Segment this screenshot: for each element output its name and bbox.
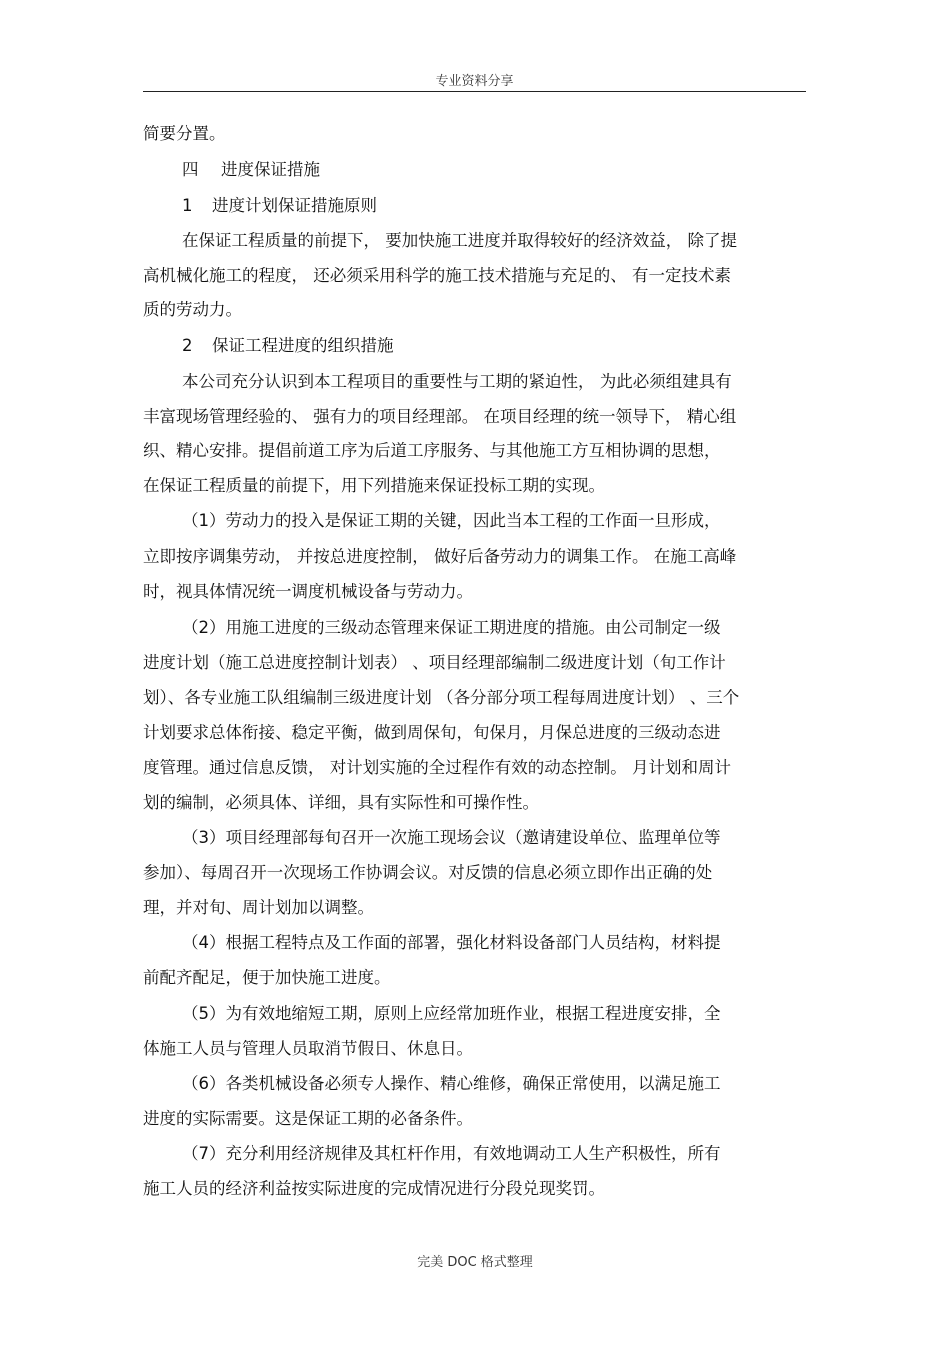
- text-line: 本公司充分认识到本工程项目的重要性与工期的紧迫性， 为此必须组建具有: [182, 372, 732, 391]
- text-line: 计划要求总体衔接、稳定平衡，做到周保旬，旬保月，月保总进度的三级动态进: [143, 723, 721, 742]
- text-line: 在保证工程质量的前提下，用下列措施来保证投标工期的实现。: [143, 476, 605, 495]
- heading-title: 进度计划保证措施原则: [212, 196, 377, 215]
- heading-number: 2: [182, 336, 193, 355]
- text-line: 体施工人员与管理人员取消节假日、休息日。: [143, 1039, 473, 1058]
- text-line: 织、精心安排。提倡前道工序为后道工序服务、与其他施工方互相协调的思想，: [143, 441, 721, 460]
- heading-number: 1: [182, 196, 193, 215]
- text-line: 在保证工程质量的前提下， 要加快施工进度并取得较好的经济效益， 除了提: [182, 231, 737, 250]
- text-line: （4）根据工程特点及工作面的部署，强化材料设备部门人员结构，材料提: [182, 933, 721, 952]
- text-line: （2）用施工进度的三级动态管理来保证工期进度的措施。由公司制定一级: [182, 618, 721, 637]
- text-line: 划的编制，必须具体、详细，具有实际性和可操作性。: [143, 793, 539, 812]
- text-line: 立即按序调集劳动， 并按总进度控制， 做好后备劳动力的调集工作。 在施工高峰: [143, 547, 737, 566]
- heading-title: 保证工程进度的组织措施: [212, 336, 394, 355]
- header-rule: [143, 91, 806, 92]
- text-line: （6）各类机械设备必须专人操作、精心维修，确保正常使用，以满足施工: [182, 1074, 721, 1093]
- text-line: 参加）、每周召开一次现场工作协调会议。对反馈的信息必须立即作出正确的处: [143, 863, 713, 882]
- text-line: 施工人员的经济利益按实际进度的完成情况进行分段兑现奖罚。: [143, 1179, 605, 1198]
- text-line: 高机械化施工的程度， 还必须采用科学的施工技术措施与充足的、 有一定技术素: [143, 266, 731, 285]
- text-line: （3）项目经理部每旬召开一次施工现场会议（邀请建设单位、监理单位等: [182, 828, 721, 847]
- text-line: 时，视具体情况统一调度机械设备与劳动力。: [143, 582, 473, 601]
- text-line: 进度计划（施工总进度控制计划表） 、项目经理部编制二级进度计划（旬工作计: [143, 653, 726, 672]
- text-line: 理，并对旬、周计划加以调整。: [143, 898, 374, 917]
- text-line: 度管理。通过信息反馈， 对计划实施的全过程作有效的动态控制。 月计划和周计: [143, 758, 731, 777]
- text-line: （7）充分利用经济规律及其杠杆作用，有效地调动工人生产积极性，所有: [182, 1144, 721, 1163]
- text-line: 前配齐配足，便于加快施工进度。: [143, 968, 391, 987]
- section-number: 四: [182, 160, 199, 179]
- text-line: 简要分置。: [143, 124, 226, 143]
- text-line: 划）、各专业施工队组编制三级进度计划 （各分部分项工程每周进度计划） 、三个: [143, 688, 740, 707]
- text-line: 进度的实际需要。这是保证工期的必备条件。: [143, 1109, 473, 1128]
- text-line: （5）为有效地缩短工期，原则上应经常加班作业，根据工程进度安排，全: [182, 1004, 721, 1023]
- page-footer: 完美 DOC 格式整理: [417, 1255, 533, 1270]
- text-line: 质的劳动力。: [143, 300, 242, 319]
- text-line: （1）劳动力的投入是保证工期的关键，因此当本工程的工作面一旦形成，: [182, 511, 721, 530]
- page-header: 专业资料分享: [435, 74, 514, 89]
- text-line: 丰富现场管理经验的、 强有力的项目经理部。 在项目经理的统一领导下， 精心组: [143, 407, 737, 426]
- section-title: 进度保证措施: [221, 160, 320, 179]
